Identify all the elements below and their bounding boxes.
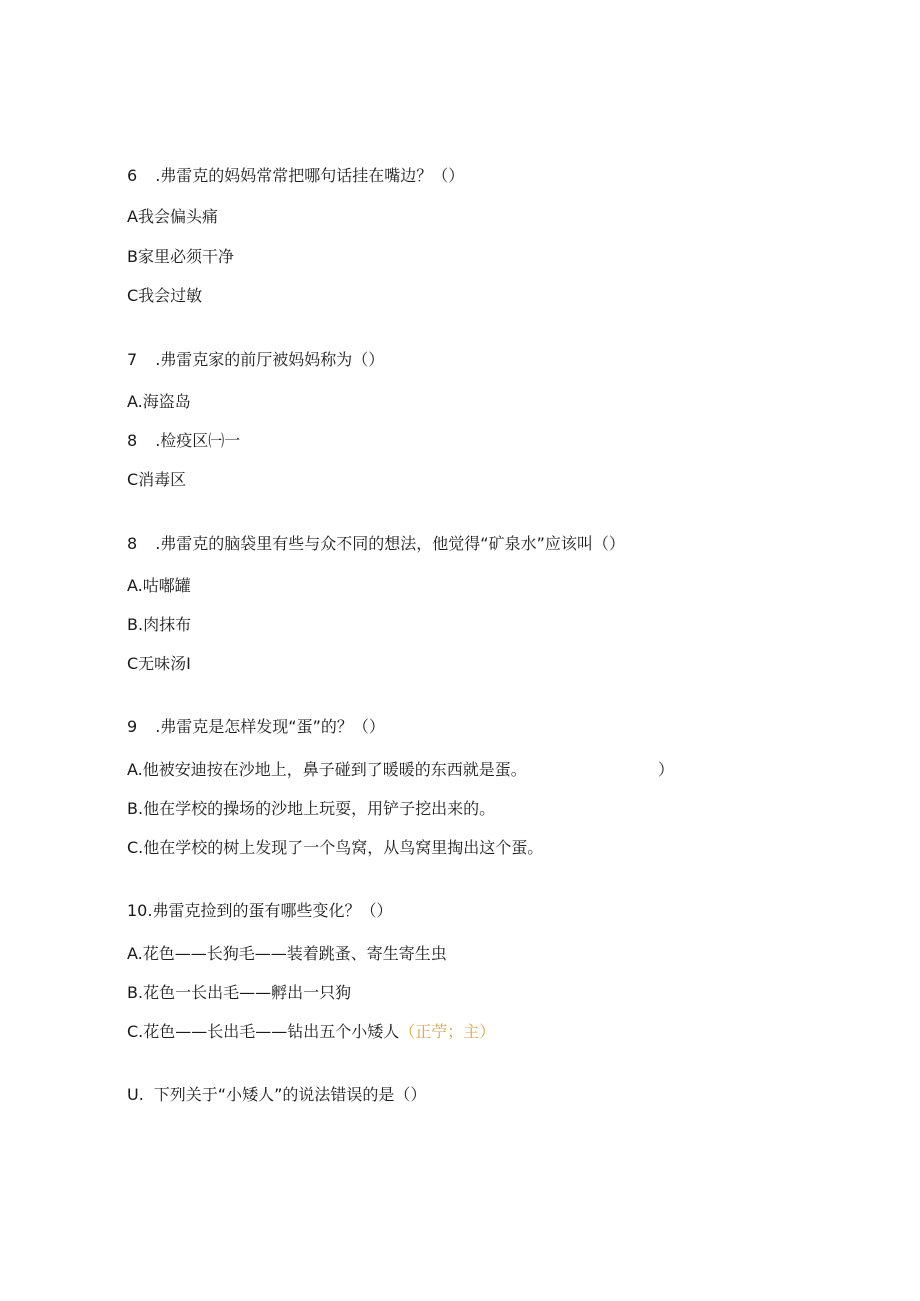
option-6a: A我会偏头痛 (127, 207, 218, 226)
question-number: 6 (127, 166, 138, 185)
question-text: 弗雷克捡到的蛋有哪些变化？（） (152, 901, 393, 920)
stray-mark: ） (658, 760, 675, 779)
question-8 (127, 533, 625, 555)
option-10c (127, 1021, 495, 1043)
question-number: 7 (127, 350, 138, 369)
option-9a: A.他被安迪按在沙地上，鼻子碰到了暖暖的东西就是蛋。 (127, 760, 527, 779)
option-6c: C我会过敏 (127, 286, 203, 305)
option-text: .检疫区㈠一 (155, 431, 241, 450)
option-9b: B.他在学校的操场的沙地上玩耍，用铲子挖出来的。 (127, 799, 496, 818)
question-text: .弗雷克的妈妈常常把哪句话挂在嘴边？（） (155, 166, 465, 185)
question-6 (127, 165, 464, 187)
option-7c: C消毒区 (127, 470, 187, 489)
option-10a: A.花色——长狗毛——装着跳蚤、寄生寄生虫 (127, 944, 447, 963)
option-6b: B家里必须干净 (127, 247, 234, 266)
question-11 (127, 1084, 426, 1106)
question-text: 下列关于“小矮人”的说法错误的是（） (153, 1085, 427, 1104)
option-7b (127, 430, 240, 452)
question-number: 10. (127, 901, 153, 920)
question-7 (127, 349, 384, 371)
option-8c: C无味汤I (127, 654, 191, 673)
question-text: .弗雷克家的前厅被妈妈称为（） (155, 350, 385, 369)
option-text: C.花色——长出毛——钻出五个小矮人 (127, 1022, 400, 1041)
question-9 (127, 716, 385, 738)
option-8a: A.咕嘟罐 (127, 576, 191, 595)
question-number: 9 (127, 717, 138, 736)
option-10b: B.花色一长出毛——孵出一只狗 (127, 983, 352, 1002)
question-text: .弗雷克的脑袋里有些与众不同的想法，他觉得“矿泉水”应该叫（） (155, 534, 625, 553)
question-number: U. (127, 1085, 144, 1104)
question-text: .弗雷克是怎样发现“蛋”的？（） (155, 717, 385, 736)
option-number: 8 (127, 431, 138, 450)
question-number: 8 (127, 534, 138, 553)
option-8b: B.肉抹布 (127, 615, 192, 634)
handwritten-annotation: （正苧；主） (399, 1022, 496, 1041)
option-9c: C.他在学校的树上发现了一个鸟窝，从鸟窝里掏出这个蛋。 (127, 838, 544, 857)
option-7a: A.海盗岛 (127, 392, 191, 411)
question-10 (127, 900, 392, 922)
